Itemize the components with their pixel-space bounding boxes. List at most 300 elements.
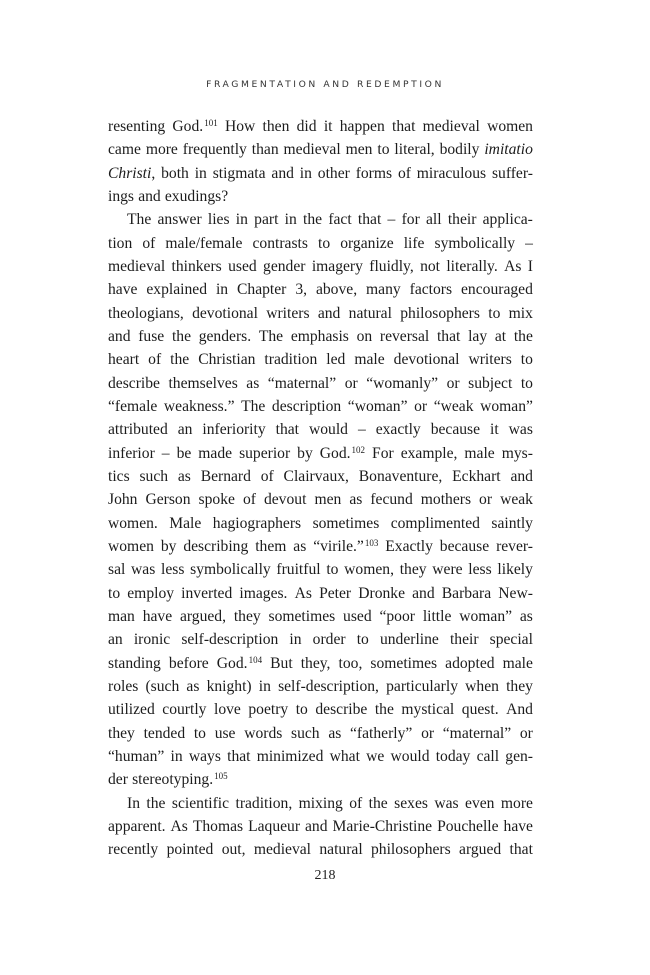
footnote-ref: 101 — [204, 118, 218, 128]
word: knight) — [206, 677, 252, 695]
text-line — [108, 605, 533, 628]
word: symbolically — [434, 234, 516, 252]
word: “maternal” — [442, 724, 512, 742]
word: an — [108, 631, 123, 649]
word: mixing — [298, 794, 343, 812]
word: have — [503, 817, 533, 835]
word: in — [215, 281, 229, 299]
word: in — [284, 211, 297, 229]
word: Pouchelle — [437, 817, 499, 835]
word: attributed — [108, 421, 168, 439]
word: or — [479, 491, 493, 509]
word: God.$^{101}$ — [172, 118, 218, 135]
word: fecund — [370, 491, 413, 509]
page-number: 218 — [314, 868, 336, 883]
word: Marie-Christine — [332, 817, 433, 835]
word: such — [139, 467, 169, 485]
word: more — [500, 794, 533, 812]
word: mystical — [401, 701, 455, 719]
word: 3, — [295, 281, 308, 299]
word: that — [436, 327, 461, 345]
word: other — [317, 164, 350, 182]
word: tended — [143, 724, 186, 742]
word: made — [198, 444, 233, 462]
word: writers — [266, 304, 310, 322]
word: that — [275, 421, 300, 439]
word: mothers — [420, 491, 472, 509]
word: many — [366, 281, 401, 299]
word: was — [131, 561, 156, 579]
word: fuse — [138, 327, 165, 345]
text-line — [108, 838, 533, 861]
word: and — [317, 304, 341, 322]
word: because — [430, 421, 481, 439]
word: have — [108, 281, 138, 299]
word: organize — [340, 234, 394, 252]
word: reversal — [379, 327, 430, 345]
word: to — [356, 631, 369, 649]
word: more — [145, 141, 178, 159]
word: stigmata — [212, 164, 266, 182]
word: applica- — [482, 211, 533, 229]
word: devout — [263, 491, 307, 509]
word: women. — [108, 514, 158, 532]
word: and — [108, 327, 131, 345]
word: literally. — [446, 257, 498, 275]
word: “poor — [379, 607, 415, 625]
word: philosophers — [400, 304, 480, 322]
word: Bonaventure, — [358, 467, 443, 485]
word: to — [108, 584, 121, 602]
word: contrasts — [252, 234, 308, 252]
word: in — [299, 164, 312, 182]
word: Peter — [319, 584, 352, 602]
word: inferiority — [202, 421, 266, 439]
text-line — [108, 815, 533, 838]
word: they — [108, 724, 135, 742]
word: male — [464, 444, 495, 462]
word: or — [421, 724, 435, 742]
footnote-ref: 104 — [248, 654, 263, 665]
word: argued, — [179, 607, 226, 625]
text-line — [108, 512, 533, 535]
word: the — [171, 327, 191, 345]
word: themselves — [168, 374, 238, 392]
word: as — [328, 724, 342, 742]
word: we — [366, 747, 385, 765]
word: – — [387, 211, 396, 229]
word: and — [138, 187, 161, 205]
word: miraculous — [416, 164, 487, 182]
word: employ — [127, 584, 175, 602]
word: medieval — [422, 118, 480, 135]
text-line — [108, 395, 533, 418]
word: Clairvaux, — [283, 467, 349, 485]
word: did — [296, 118, 317, 135]
word: Thomas — [192, 817, 244, 835]
word: not — [420, 257, 440, 275]
word: The — [127, 211, 152, 229]
word: tics — [108, 467, 130, 485]
word: John — [108, 491, 138, 509]
word: even — [465, 794, 495, 812]
word: likely — [497, 561, 533, 579]
word: How — [224, 118, 256, 135]
word: that — [509, 841, 533, 859]
word: theologians, — [108, 304, 184, 322]
text-line — [108, 558, 533, 581]
word: and — [305, 817, 328, 835]
word: ings — [108, 187, 134, 205]
word: rever- — [496, 537, 533, 555]
word: in — [235, 211, 248, 229]
word: the — [513, 327, 533, 345]
word: by — [297, 444, 313, 462]
word: that — [392, 118, 416, 135]
word: be — [176, 444, 192, 462]
word: by — [160, 537, 177, 555]
word: to — [318, 234, 331, 252]
word: special — [489, 631, 533, 649]
word: particularly — [386, 677, 458, 695]
word: lies — [207, 211, 230, 229]
word: suffer- — [491, 164, 533, 182]
text-line — [108, 255, 533, 278]
word: male/female — [165, 234, 243, 252]
word: Laqueur — [248, 817, 301, 835]
word: sal — [108, 561, 126, 579]
word: part — [254, 211, 279, 229]
word: devotional — [393, 351, 460, 369]
word: that — [227, 747, 251, 765]
text-line — [108, 675, 533, 698]
word: words — [244, 724, 283, 742]
word: medieval — [108, 257, 166, 275]
word: images. — [239, 584, 288, 602]
word: bodily — [439, 141, 480, 159]
word: For — [372, 444, 394, 462]
word: apparent. — [108, 817, 166, 835]
word: Christian — [198, 351, 256, 369]
word: weak — [500, 491, 533, 509]
word: was — [508, 421, 533, 439]
text-line — [108, 582, 533, 605]
word: male — [502, 654, 533, 672]
word: life — [403, 234, 425, 252]
text-line — [108, 652, 533, 675]
footnote-ref: 102 — [351, 444, 366, 455]
word: As — [504, 257, 522, 275]
word: Christi, — [108, 164, 156, 182]
word: or — [446, 374, 460, 392]
word: to — [520, 351, 533, 369]
word: medieval — [253, 841, 312, 859]
word: they — [399, 561, 427, 579]
word: I — [527, 257, 533, 275]
word: adopted — [445, 654, 495, 672]
word: – — [357, 421, 366, 439]
word: (such — [145, 677, 180, 695]
word: forms — [355, 164, 393, 182]
word: The — [241, 397, 266, 415]
text-line — [108, 465, 533, 488]
word: to — [295, 701, 308, 719]
word: tradition — [264, 351, 318, 369]
text-line — [108, 348, 533, 371]
word: all — [426, 211, 442, 229]
word: utilized — [108, 701, 155, 719]
word: God.$^{102}$ — [319, 444, 366, 462]
word: Gerson — [145, 491, 191, 509]
word: tradition, — [235, 794, 293, 812]
word: As — [170, 817, 188, 835]
word: In — [127, 794, 140, 812]
word: mix — [508, 304, 533, 322]
word: or — [414, 397, 428, 415]
word: answer — [157, 211, 202, 229]
word: argued — [459, 841, 502, 859]
word: or — [519, 724, 533, 742]
text-line — [108, 792, 533, 815]
word: too, — [338, 654, 363, 672]
word: in — [258, 677, 271, 695]
word: Bernard — [200, 467, 251, 485]
word: New- — [498, 584, 533, 602]
word: mys- — [501, 444, 533, 462]
word: as — [246, 374, 260, 392]
text-line — [108, 698, 533, 721]
word: of — [349, 794, 363, 812]
word: hagiographers — [212, 514, 302, 532]
word: lay — [468, 327, 488, 345]
text-line — [108, 325, 533, 348]
word: “womanly” — [366, 374, 439, 392]
word: “human” — [108, 747, 165, 765]
word: spoke — [198, 491, 235, 509]
word: pointed — [166, 841, 214, 859]
word: inferior — [108, 444, 155, 462]
word: gen- — [505, 747, 533, 765]
word: As — [294, 584, 312, 602]
word: both — [161, 164, 189, 182]
word: of — [397, 164, 411, 182]
word: would — [390, 747, 430, 765]
word: the — [303, 211, 323, 229]
text-line — [108, 208, 533, 231]
word: woman” — [480, 397, 533, 415]
word: fact — [328, 211, 352, 229]
word: man — [108, 607, 135, 625]
word: them — [255, 537, 287, 555]
word: frequently — [182, 141, 247, 159]
word: for — [401, 211, 420, 229]
word: to — [326, 561, 339, 579]
word: out, — [221, 841, 246, 859]
word: they — [233, 607, 261, 625]
word: weakness.” — [163, 397, 235, 415]
text-line — [108, 185, 533, 208]
word: their — [447, 211, 477, 229]
word: devotional — [192, 304, 258, 322]
word: use — [214, 724, 236, 742]
word: natural — [319, 841, 363, 859]
word: than — [251, 141, 279, 159]
word: as — [519, 607, 533, 625]
word: as — [177, 467, 191, 485]
word: courtly — [162, 701, 207, 719]
word: encouraged — [461, 281, 533, 299]
word: sexes — [394, 794, 428, 812]
word: describe — [315, 701, 368, 719]
word: as — [349, 491, 363, 509]
word: because — [439, 537, 490, 555]
word: subject — [468, 374, 513, 392]
word: example, — [400, 444, 458, 462]
word: self-description, — [278, 677, 379, 695]
word: little — [422, 607, 452, 625]
word: explained — [146, 281, 207, 299]
text-line — [108, 488, 533, 511]
word: happen — [339, 118, 385, 135]
text-line — [108, 302, 533, 325]
text-line — [108, 232, 533, 255]
word: it — [490, 421, 499, 439]
word: symbolically — [190, 561, 271, 579]
word: writers — [468, 351, 512, 369]
word: thinkers — [171, 257, 222, 275]
word: And — [506, 701, 533, 719]
word: “woman” — [347, 397, 408, 415]
word: literal, — [394, 141, 435, 159]
running-head: FRAGMENTATION AND REDEMPTION — [206, 79, 444, 90]
word: Exactly — [385, 537, 433, 555]
word: resenting — [108, 118, 166, 135]
body-text — [108, 115, 533, 862]
word: was — [434, 794, 459, 812]
word: exudings? — [164, 187, 229, 205]
word: inverted — [181, 584, 233, 602]
footnote-ref: 103 — [364, 537, 379, 548]
text-line — [108, 138, 533, 161]
word: in — [170, 747, 183, 765]
word: came — [108, 141, 141, 159]
word: their — [449, 631, 479, 649]
word: the — [368, 794, 388, 812]
word: Barbara — [441, 584, 492, 602]
word: The — [258, 327, 284, 345]
word: quest. — [461, 701, 499, 719]
word: Eckhart — [452, 467, 501, 485]
word: – — [525, 234, 533, 252]
word: of — [260, 467, 274, 485]
word: emphasis — [290, 327, 349, 345]
word: it — [323, 118, 333, 135]
word: call — [476, 747, 500, 765]
word: they, — [300, 654, 331, 672]
word: have — [142, 607, 173, 625]
word: complimented — [390, 514, 480, 532]
text-line — [108, 372, 533, 395]
word: men — [314, 491, 342, 509]
word: at — [494, 327, 507, 345]
word: the — [170, 351, 190, 369]
word: in — [194, 164, 207, 182]
word: der — [108, 771, 128, 789]
text-line — [108, 162, 533, 185]
word: before — [168, 654, 209, 672]
word: factors — [409, 281, 453, 299]
word: they — [506, 677, 533, 695]
word: describing — [183, 537, 249, 555]
word: “virile.”$^{103}$ — [313, 537, 379, 555]
word: But — [270, 654, 293, 672]
word: description — [271, 397, 342, 415]
word: used — [343, 607, 372, 625]
word: sometimes — [370, 654, 438, 672]
word: and — [271, 164, 294, 182]
word: and — [412, 584, 435, 602]
text-line — [108, 628, 533, 651]
word: today — [435, 747, 471, 765]
word: roles — [108, 677, 139, 695]
word: imagery — [311, 257, 363, 275]
word: what — [329, 747, 360, 765]
word: were — [432, 561, 463, 579]
word: superior — [239, 444, 291, 462]
word: minimized — [256, 747, 324, 765]
word: exactly — [375, 421, 421, 439]
text-line — [108, 115, 533, 138]
word: to — [193, 724, 206, 742]
word: to — [488, 304, 501, 322]
word: to — [377, 141, 390, 159]
word: less — [468, 561, 492, 579]
word: the — [146, 794, 166, 812]
word: woman” — [459, 607, 513, 625]
text-line — [108, 722, 533, 745]
word: when — [465, 677, 499, 695]
word: self-description — [181, 631, 279, 649]
word: as — [293, 537, 307, 555]
word: then — [262, 118, 290, 135]
word: women, — [344, 561, 394, 579]
word: less — [161, 561, 185, 579]
text-line — [108, 418, 533, 441]
word: fruitful — [276, 561, 321, 579]
word: male — [354, 351, 385, 369]
word: the — [374, 701, 394, 719]
word: heart — [108, 351, 140, 369]
word: of — [242, 491, 256, 509]
footnote-ref: 105 — [214, 771, 228, 782]
word: “fatherly” — [350, 724, 413, 742]
word: saintly — [491, 514, 533, 532]
word: that — [357, 211, 382, 229]
word: “weak — [433, 397, 474, 415]
word: men — [345, 141, 373, 159]
word: natural — [348, 304, 392, 322]
word: “female — [108, 397, 158, 415]
word: love — [213, 701, 241, 719]
text-line — [108, 278, 533, 301]
word: – — [161, 444, 170, 462]
word: in — [289, 631, 302, 649]
word: used — [228, 257, 257, 275]
word: women — [108, 537, 154, 555]
word: “maternal” — [267, 374, 337, 392]
word: led — [326, 351, 346, 369]
text-line — [108, 768, 533, 791]
